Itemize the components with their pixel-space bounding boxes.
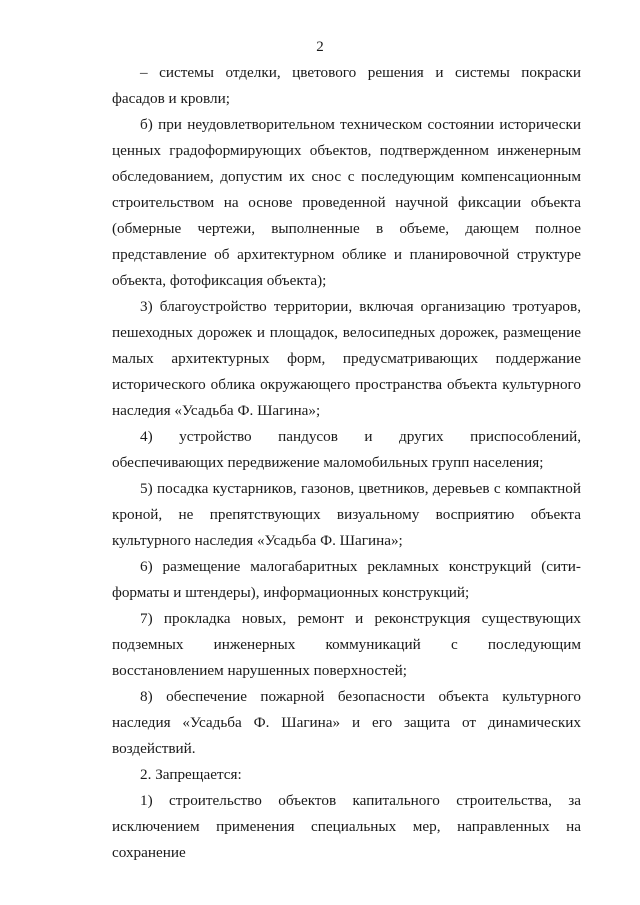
paragraph-ramps: 4) устройство пандусов и других приспособлений, обеспечивающих передвижение маломобильных групп населения; (112, 428, 581, 471)
paragraph-fire-safety: 8) обеспечение пожарной безопасности объекта культурного наследия «Усадьба Ф. Шагина» и его защита от динамических воздействий. (112, 688, 581, 757)
paragraph-planting: 5) посадка кустарников, газонов, цветников, деревьев с компактной кроной, не препятствующих визуальному восприятию объекта культурного наследия «Усадьба Ф. Шагина»; (112, 480, 581, 549)
page-number: 2 (316, 39, 324, 55)
paragraph-utilities: 7) прокладка новых, ремонт и реконструкция существующих подземных инженерных коммуникаций с последующим восстановлением нарушенных поверхностей; (112, 610, 581, 679)
paragraph-facade-finishing: – системы отделки, цветового решения и системы покраски фасадов и кровли; (112, 64, 581, 107)
paragraph-prohibited-heading: 2. Запрещается: (140, 766, 242, 783)
document-body (112, 60, 581, 866)
paragraph-landscaping: 3) благоустройство территории, включая организацию тротуаров, пешеходных дорожек и площадок, велосипедных дорожек, размещение малых архитектурных форм, предусматривающих поддержание исторического облика окружающего пространства объекта культурного наследия «Усадьба Ф. Шагина»; (112, 298, 581, 419)
paragraph-demolition: б) при неудовлетворительном техническом состоянии исторически ценных градоформирующих объектов, подтвержденном инженерным обследованием, допустим их снос с последующим компенсационным строительством на основе проведенной научной фиксации объекта (обмерные чертежи, выполненные в объеме, дающем полное представление об архитектурном облике и планировочной структуре объекта, фотофиксация объекта); (112, 116, 581, 289)
paragraph-advertising: 6) размещение малогабаритных рекламных конструкций (сити-форматы и штендеры), информационных конструкций; (112, 558, 581, 601)
paragraph-capital-construction: 1) строительство объектов капитального строительства, за исключением применения специальных мер, направленных на сохранение (112, 792, 581, 861)
